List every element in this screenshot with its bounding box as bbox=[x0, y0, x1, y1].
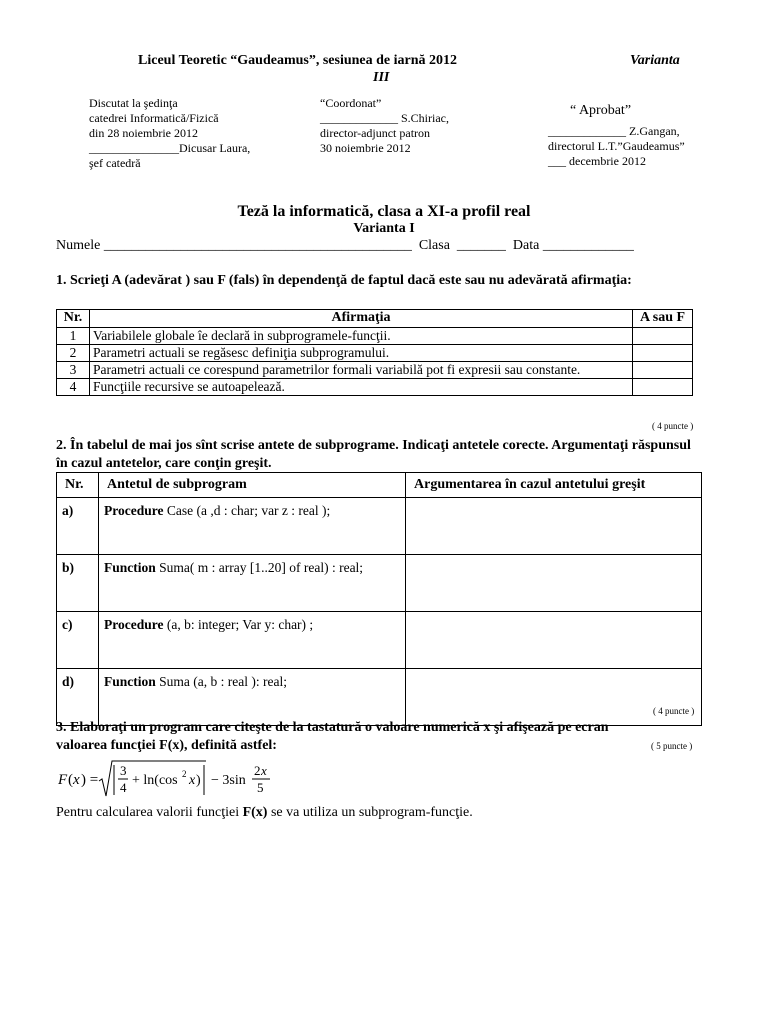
approval-right bbox=[548, 124, 685, 169]
formula-lhs: F bbox=[58, 772, 68, 788]
header-text: Suma( m : array [1..20] of real) : real; bbox=[155, 560, 364, 575]
header-text: Case (a ,d : char; var z : real ); bbox=[163, 503, 331, 518]
keyword: Procedure bbox=[104, 617, 164, 632]
points-label: ( 4 puncte ) bbox=[652, 421, 694, 431]
keyword: Procedure bbox=[104, 503, 164, 518]
row-number: 4 bbox=[57, 379, 90, 396]
column-header: Nr. bbox=[57, 473, 99, 498]
statement-text: Funcţiile recursive se autoapelează. bbox=[90, 379, 633, 396]
note-bold: F(x) bbox=[242, 805, 268, 820]
row-number: 2 bbox=[57, 345, 90, 362]
row-label: d) bbox=[57, 669, 99, 726]
approval-left-line: _______________Dicusar Laura, bbox=[89, 141, 251, 155]
formula-exp: 2 bbox=[182, 769, 187, 779]
subprogram-header bbox=[99, 555, 406, 612]
fraction-den: 5 bbox=[257, 780, 264, 795]
subprogram-header bbox=[99, 669, 406, 726]
formula-lhs: ) = bbox=[81, 772, 99, 788]
note-text: se va utiliza un subprogram-funcţie. bbox=[267, 805, 473, 820]
argument-cell[interactable] bbox=[406, 498, 702, 555]
question-3: 3. Elaboraţi un program care citeşte de la tastatură o valoare numerică x şi afişează pe ecran valoarea funcţiei F(x), definită astfel: bbox=[56, 720, 609, 753]
column-header: Antetul de subprogram bbox=[99, 473, 406, 498]
statements-table bbox=[56, 309, 693, 396]
formula-term: + ln(cos bbox=[132, 773, 178, 788]
approval-right-title: “ Aprobat” bbox=[570, 103, 632, 118]
variant-number: III bbox=[373, 70, 390, 85]
question-1: 1. Scrieţi A (adevărat ) sau F (fals) în dependenţă de faptul dacă este sau nu adevărată afirmaţia: bbox=[56, 273, 632, 288]
approval-left-line: şef catedră bbox=[89, 156, 141, 170]
note-text: Pentru calcularea valorii funcţiei bbox=[56, 805, 243, 820]
keyword: Function bbox=[104, 674, 156, 689]
approval-center-line: “Coordonat” bbox=[320, 96, 382, 110]
column-header: A sau F bbox=[633, 310, 693, 328]
approval-center-line: 30 noiembrie 2012 bbox=[320, 141, 411, 155]
row-number: 1 bbox=[57, 328, 90, 345]
statement-text: Variabilele globale îe declară in subprogramele-funcţii. bbox=[90, 328, 633, 345]
table-row bbox=[57, 345, 693, 362]
points-label: ( 4 puncte ) bbox=[653, 706, 695, 716]
formula bbox=[56, 759, 286, 803]
row-label: a) bbox=[57, 498, 99, 555]
fraction-den: 4 bbox=[120, 780, 127, 795]
question-3-note bbox=[56, 805, 473, 821]
row-label: c) bbox=[57, 612, 99, 669]
approval-left bbox=[89, 96, 250, 171]
approval-left-line: din 28 noiembrie 2012 bbox=[89, 126, 198, 140]
table-row bbox=[57, 498, 702, 555]
row-label: b) bbox=[57, 555, 99, 612]
header-text: Suma (a, b : real ): real; bbox=[155, 674, 287, 689]
answer-cell[interactable] bbox=[633, 379, 693, 396]
approval-right-line: _____________ Z.Gangan, bbox=[548, 124, 680, 138]
fraction-num: 2 bbox=[254, 763, 261, 778]
argument-cell[interactable] bbox=[406, 669, 702, 726]
table-row bbox=[57, 555, 702, 612]
statement-text: Parametri actuali se regăsesc definiţia subprogramului. bbox=[90, 345, 633, 362]
question-2: 2. În tabelul de mai jos sînt scrise antete de subprograme. Indicaţi antetele corecte. Argumentaţi răspunsul în cazul antetelor, care conţin greşit. bbox=[56, 438, 691, 471]
table-header-row bbox=[57, 310, 693, 328]
table-row bbox=[57, 362, 693, 379]
variant-subtitle: Varianta I bbox=[353, 221, 415, 236]
table-header-row bbox=[57, 473, 702, 498]
approval-right-line: ___ decembrie 2012 bbox=[548, 154, 646, 168]
school-header: Liceul Teoretic “Gaudeamus”, sesiunea de iarnă 2012 bbox=[138, 53, 458, 68]
subprogram-header bbox=[99, 612, 406, 669]
approval-left-line: catedrei Informatică/Fizică bbox=[89, 111, 219, 125]
subprogram-header bbox=[99, 498, 406, 555]
variant-label: Varianta bbox=[630, 53, 680, 68]
column-header: Nr. bbox=[57, 310, 90, 328]
answer-cell[interactable] bbox=[633, 345, 693, 362]
table-row bbox=[57, 612, 702, 669]
answer-cell[interactable] bbox=[633, 328, 693, 345]
approval-right-line: directorul L.T.”Gaudeamus” bbox=[548, 139, 685, 153]
table-row bbox=[57, 328, 693, 345]
argument-cell[interactable] bbox=[406, 612, 702, 669]
row-number: 3 bbox=[57, 362, 90, 379]
approval-center-line: director-adjunct patron bbox=[320, 126, 431, 140]
points-label: ( 5 puncte ) bbox=[651, 741, 693, 751]
formula-term: x bbox=[189, 773, 196, 788]
statement-text: Parametri actuali ce corespund parametrilor formali variabilă pot fi expresii sau constante. bbox=[90, 362, 633, 379]
headers-table bbox=[56, 472, 702, 726]
formula-term: − 3sin bbox=[211, 773, 246, 788]
keyword: Function bbox=[104, 560, 156, 575]
column-header: Afirmaţia bbox=[90, 310, 633, 328]
table-row bbox=[57, 379, 693, 396]
formula-lhs: ( bbox=[68, 772, 73, 788]
approval-center bbox=[320, 96, 449, 156]
header-text: (a, b: integer; Var y: char) ; bbox=[163, 617, 314, 632]
fraction-num: x bbox=[261, 763, 267, 778]
approval-center-line: _____________ S.Chiriac, bbox=[320, 111, 449, 125]
argument-cell[interactable] bbox=[406, 555, 702, 612]
column-header: Argumentarea în cazul antetului greşit bbox=[406, 473, 702, 498]
fraction-num: 3 bbox=[120, 763, 127, 778]
formula-lhs: x bbox=[73, 772, 80, 788]
table-row bbox=[57, 669, 702, 726]
approval-left-line: Discutat la şedinţa bbox=[89, 96, 178, 110]
page-title: Teză la informatică, clasa a XI-a profil real bbox=[237, 203, 531, 220]
answer-cell[interactable] bbox=[633, 362, 693, 379]
formula-term: ) bbox=[196, 773, 201, 788]
student-fields: Numele ____________________________________________ Clasa _______ Data _____________ bbox=[56, 238, 634, 253]
